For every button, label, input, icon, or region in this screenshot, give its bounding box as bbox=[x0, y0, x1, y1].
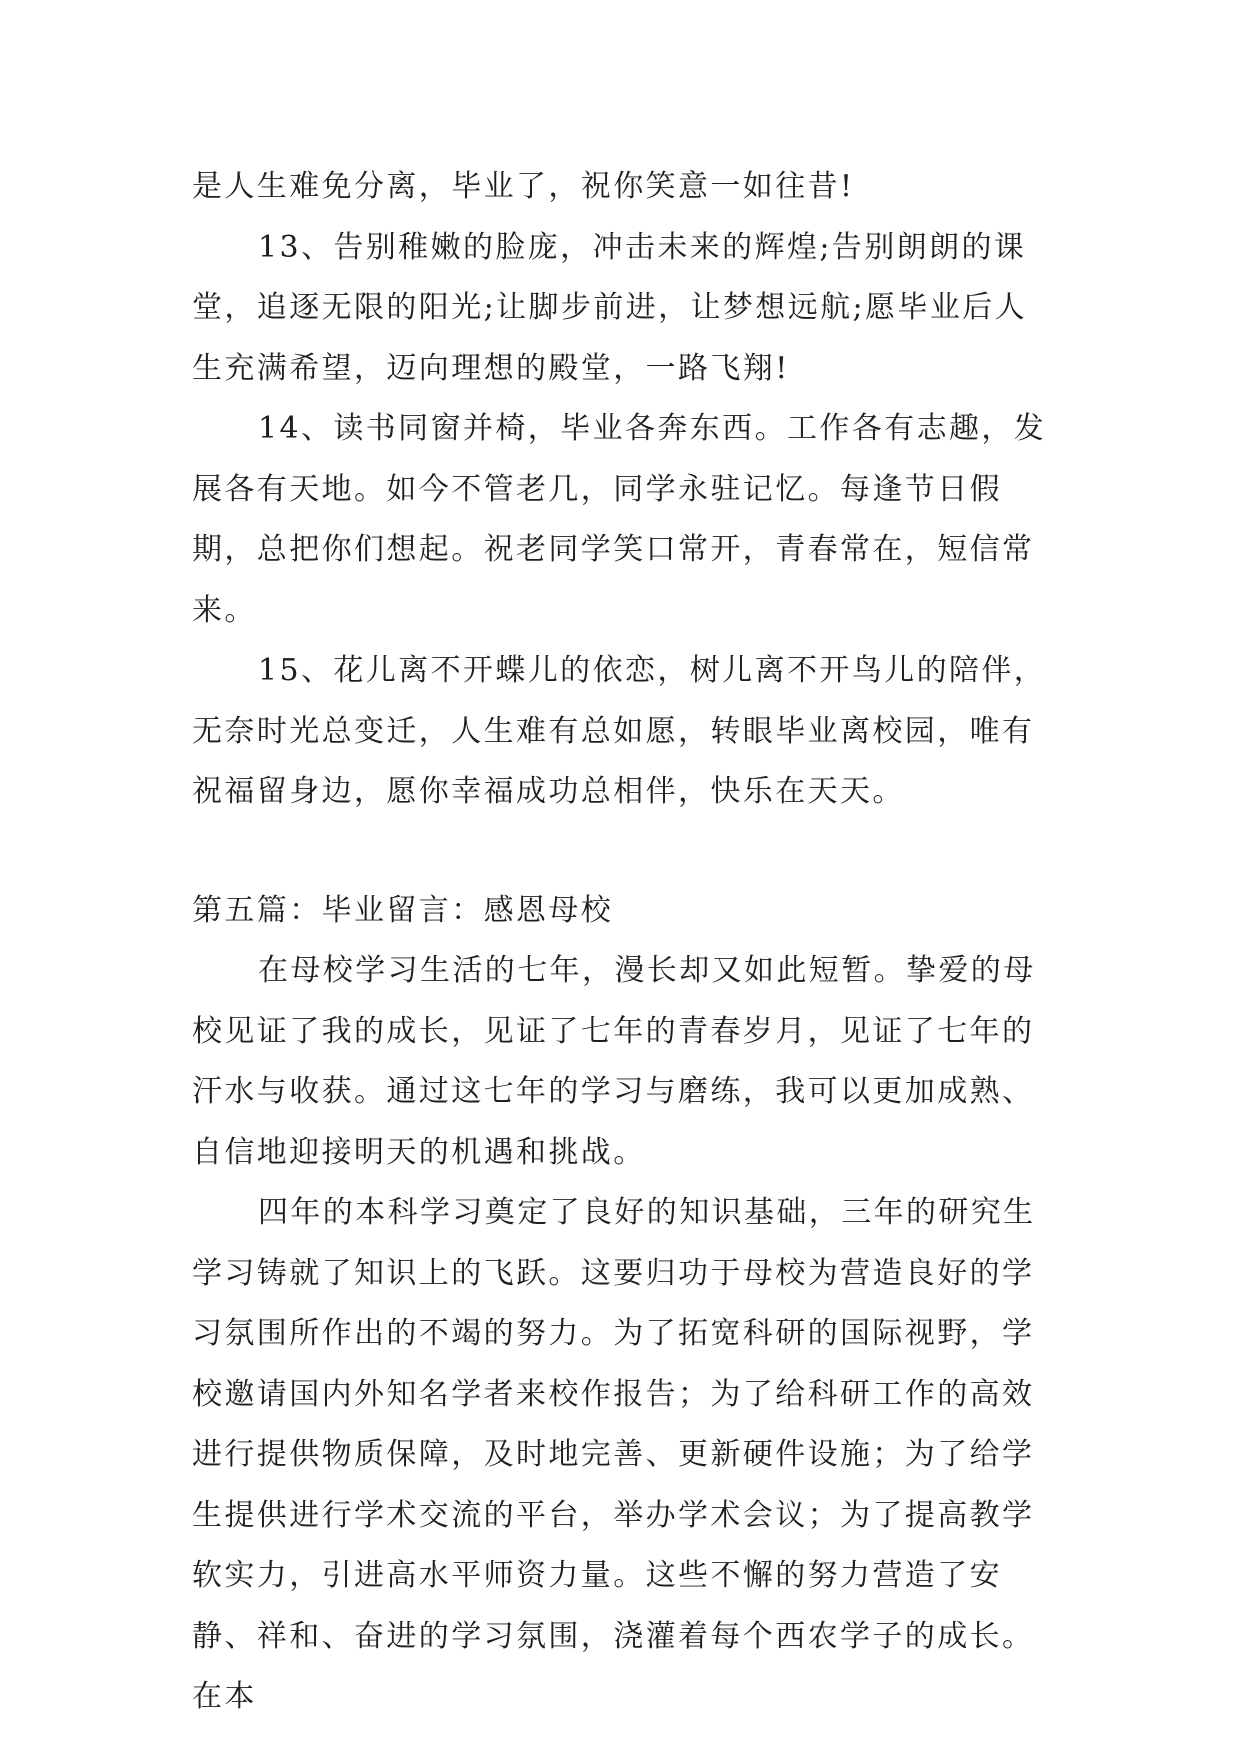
document-body bbox=[192, 157, 1050, 1728]
list-item: 13、告别稚嫩的脸庞，冲击未来的辉煌;告别朗朗的课堂，追逐无限的阳光;让脚步前进，让梦想远航;愿毕业后人生充满希望，迈向理想的殿堂，一路飞翔! bbox=[192, 229, 1028, 386]
section-heading: 第五篇：毕业留言：感恩母校 bbox=[192, 892, 614, 928]
body-paragraph: 在母校学习生活的七年，漫长却又如此短暂。挚爱的母校见证了我的成长，见证了七年的青春岁月，见证了七年的汗水与收获。通过这七年的学习与磨练，我可以更加成熟、自信地迎接明天的机遇和挑战。 bbox=[192, 953, 1036, 1170]
list-item: 14、读书同窗并椅，毕业各奔东西。工作各有志趣，发展各有天地。如今不管老几，同学永驻记忆。每逢节日假期，总把你们想起。祝老同学笑口常开，青春常在，短信常来。 bbox=[192, 411, 1047, 628]
body-paragraph: 四年的本科学习奠定了良好的知识基础，三年的研究生学习铸就了知识上的飞跃。这要归功于母校为营造良好的学习氛围所作出的不竭的努力。为了拓宽科研的国际视野，学校邀请国内外知名学者来校作报告；为了给科研工作的高效进行提供物质保障，及时地完善、更新硬件设施；为了给学生提供进行学术交流的平台，举办学术会议；为了提高教学软实力，引进高水平师资力量。这些不懈的努力营造了安静、祥和、奋进的学习氛围，浇灌着每个西农学子的成长。在本 bbox=[192, 1195, 1036, 1714]
list-item: 15、花儿离不开蝶儿的依恋，树儿离不开鸟儿的陪伴，无奈时光总变迁，人生难有总如愿，转眼毕业离校园，唯有祝福留身边，愿你幸福成功总相伴，快乐在天天。 bbox=[192, 653, 1047, 809]
continuation-paragraph: 是人生难免分离，毕业了，祝你笑意一如往昔! bbox=[192, 169, 855, 204]
